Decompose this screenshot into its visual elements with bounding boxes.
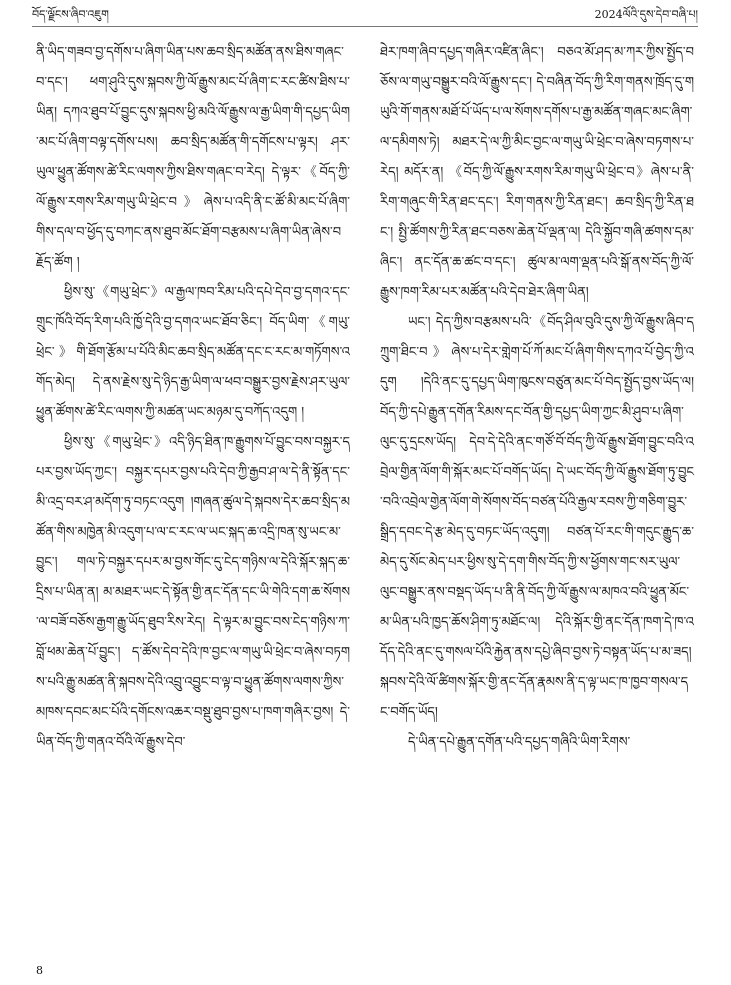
page-number: 8 bbox=[36, 964, 43, 977]
left-column bbox=[36, 38, 350, 758]
journal-title: བོད་ལྗོངས་ཞིབ་འཇུག bbox=[32, 8, 109, 21]
right-column bbox=[380, 38, 694, 758]
paragraph: ཕྱིས་སུ་《གཡུ་ཕྲེང་》ལ་རྒྱལ་ཁབ་རིམ་པའི་དཔེ་དེབ་བྱ་དགའ་དང་གྲུང་ཁོའི་བོད་རིག་པའི་ཁྱོ་དེའི་བྱ་དགའ་ཡང་ཐོབ་ཅིང་། བོད་ཡིག་《གཡུ་ཕྲེང་》གི་ཐོག་རྩོམ་པ་པོའི་མིང་ཆབ་སྲིད་མཚོན་དང་ང་རང་མ་གཏོགས་འགོད་མེད། དེ་ནས་རྗེས་སུ་དེ་ཉིད་རྒྱ་ཡིག་ལ་ཕབ་བསྒྱུར་བྱས་རྗེས་ཤར་ཡུལ་ཕྱུན་ཚོགས་ཚེ་རིང་ལགས་ཀྱི་མཚན་ཡང་མཉམ་དུ་བཀོད་འདུག ། bbox=[36, 285, 350, 420]
paragraph: ཡང་། དེད་ཀྱིས་བརྩམས་པའི་《བོད་ཤིལ་བུའི་དུས་ཀྱི་ལོ་རྒྱུས་ཞིབ་དཀྲུག་ཐིང་བ》ཞེས་པ་དེར་གླེག་པོ་ཀོ་མང་པོ་ཞིག་གིས་དཀའ་པོ་བྱེད་ཀྱི་འདུག །དེའི་ནང་དུ་དཔྱད་ཡིག་ཁུངས་བཙུན་མང་པོ་བེད་སྤྱོད་བྱས་ཡོད་ལ། བོད་ཀྱི་དཔེ་རྒྱུན་དགོན་རིམས་དང་བོན་གྱི་དཔྱད་ཡིག་ཀྱང་མི་ཤུབ་པ་ཞིག་ལུང་དུ་དྲངས་ཡོད། དེབ་དེ་དེའི་ནང་གཙོ་བོ་བོད་ཀྱི་ལོ་རྒྱུས་ཐོག་བྱུང་བའི་འབྲེལ་གྱིན་ལོག་གི་སྐོར་མང་པོ་བགོད་ཡོད། དེ་ཡང་བོད་ཀྱི་ལོ་རྒྱུས་ཐོག་ཏུ་བྱུང་བའི་འབྲེལ་གྱེན་ལོག་གེ་སོགས་བོད་བཙན་པོའི་རྒྱལ་རབས་ཀྱི་གཅིག་བྱུར་སྒྲིད་དབང་དེ་རྩ་མེད་དུ་བཏང་ཡོད་འདུག། བཙན་པོ་རང་གི་གདུང་རྒྱུད་ཆ་མེད་དུ་སོང་མེད་པར་ཕྱིས་སུ་དེ་དག་གིས་བོད་ཀྱི་ས་ཕྱོགས་གང་སར་ཡུལ་ལུང་བསྒྱུར་ནས་བསྡད་ཡོད་པ་ནི་ནི་བོད་ཀྱི་ལོ་རྒྱུས་ལ་མཁའ་བའི་ཕྱུན་མོང་མ་ཡིན་པའི་ཁྱད་ཆོས་ཤིག་ཏུ་མཐོང་ལ། དེའི་སྐོར་གྱི་ནང་དོན་ཁག་དེ་ཁ་འདོད་དེའི་ནང་དུ་གསལ་པོའི་རྐྱེན་ནས་དཔྱེ་ཞིབ་བྱས་ཏེ་བསྟན་ཡོད་པ་མ་ཟད། སྐབས་དེའི་ལོ་ཚིགས་སྐོར་གྱི་ནང་དོན་རྣམས་ནི་ད་ལྟ་ཡང་ཁ་ཁྱབ་གསལ་དང་བགོད་ཡོད། bbox=[380, 315, 694, 720]
issue-label: 2024ལོའི་དུས་དེབ་བཞི་པ། bbox=[594, 8, 698, 21]
running-header bbox=[32, 6, 698, 24]
header-rule bbox=[32, 26, 698, 27]
paragraph: དེ་ཡིན་དཔེ་རྒྱུན་དགོན་པའི་དཔྱད་གཞིའི་ཡིག་རིགས་ bbox=[408, 735, 631, 750]
paragraph: ནི་ཡིད་གཟབ་བྱ་དགོས་པ་ཞིག་ཡིན་པས་ཆབ་སྲིད་མཚོན་ནས་ཐིས་གཞང་བ་དང་། ཕག་ཤུའི་དུས་སྐབས་ཀྱི་ལོ་རྒྱུས་མང་པོ་ཞིག་ང་རང་ཚིས་ཐིས་པ་ཡིན། དཀའ་ཐུབ་པོ་བྱུང་དུས་སྐབས་ཕྱི་མའི་ལོ་རྒྱུས་ལ་རྒྱ་ཡིག་གི་དཔྱད་ཡིག་མང་པོ་ཞིག་བལྟ་དགོས་པས། ཆབ་སྲིད་མཚོན་གི་དགོངས་པ་ལྟར། ཤར་ཡུལ་ཕྱུན་ཚོགས་ཚེ་རིང་ལགས་ཀྱིས་ཐིས་གཞང་བ་རེད། དེ་ལྟར་《བོད་ཀྱི་ལོ་རྒྱུས་རགས་རིམ་གཡུ་ཡི་ཕྲེང་བ》ཞེས་པ་འདི་ནི་ང་ཚོ་མི་མང་པོ་ཞིག་གིས་དལ་བ་ཕྱོད་དུ་བཀང་ནས་ཐུབ་མོང་ཐོག་བརྩམས་པ་ཞིག་ཡིན་ཞེས་བརྗོད་ཚོག ། bbox=[36, 45, 350, 270]
paragraph: ཐེར་ཁག་ཞིབ་དཔྱད་གཞིར་འཛིན་ཞིང་། བཅའ་མོ་ཤད་མ་ཀར་ཀྱིས་སྤྱོད་བཅོས་ལ་གཡུ་བསྒྱུར་བའི་ལོ་རྒྱུས་དང་། དེ་བཞིན་བོད་ཀྱི་རིག་གནས་ཁྲོད་དུ་གཡུའི་གོ་གནས་མཐོ་པོ་ཡོད་པ་ལ་སོགས་དགོས་པ་རྒྱ་མཚོན་གཞང་མང་ཞིག་ལ་དམིགས་ཏེ། མཐར་དེ་ལ་ཀྱི་མིང་བྱང་ལ་གཡུ་ཡི་ཕྲེང་བ་ཞེས་བཏགས་པ་རེད། མདོར་ན། 《བོད་ཀྱི་ལོ་རྒྱུས་རགས་རིམ་གཡུ་ཡི་ཕྲེང་བ》ཞེས་པ་ནི་རིག་གཞུང་གི་རིན་ཐང་དང་། རིག་གནས་ཀྱི་རིན་ཐང་། ཆབ་སྲིད་ཀྱི་རིན་ཐང་། སྤྱི་ཚོགས་ཀྱི་རིན་ཐང་བཅས་ཆེན་པོ་ལྡན་ལ། དེའི་སྐྱོབ་གཞི་ཚགས་དམ་ཞིང་། ནང་དོན་ཆ་ཚང་བ་དང་། ཚུལ་མ་ལག་ལྡན་པའི་སྒོ་ནས་བོད་ཀྱི་ལོ་རྒྱུས་ཁག་རིམ་པར་མཚོན་པའི་དེབ་ཐེར་ཞིག་ཡིན། bbox=[380, 45, 694, 300]
paragraph: ཕྱིས་སུ་《གཡུ་ཕྲེང་》འདི་ཉིད་ཐིན་ཁ་རྒྱུགས་པོ་བྱུང་བས་བསྐྱར་དཔར་བྱས་ཡོད་ཀྱང་། བསྐྱར་དཔར་བྱས་པའི་དེབ་ཀྱི་རྒྱབ་ཤ་ལ་དེ་ནི་སྟོན་དང་མི་འདྲ་བར་ཤ་མདོག་ཏུ་བཏང་འདུག །གཞན་ཚུལ་དེ་སྐབས་དེར་ཆབ་སྲིད་མཚོན་གིས་མཁྱེན་མི་འདུག་པ་ལ་ང་རང་ལ་ཡང་སྐད་ཆ་འདྲི་ཁན་སུ་ཡང་མ་བྱུང་། གལ་ཏེ་བསྐྱར་དཔར་མ་བྱས་གོང་དུ་ངེད་གཉིས་ལ་དེའི་སྐོར་སྐད་ཆ་དྲིས་པ་ཡིན་ན། མ་མཐར་ཡང་དེ་སྟོན་གྱི་ནང་དོན་དང་ཡི་གེའི་དག་ཆ་སོགས་ལ་བཟོ་བཅོས་རྒྱག་རྒྱུ་ཡོད་ཐུབ་རིས་རེད། དེ་ལྟར་མ་བྱུང་བས་ངེད་གཉིས་ཀ་བློ་ཕམ་ཆེན་པོ་བྱུང་། ད་ཚོས་དེབ་དེའི་ཁ་བྱང་ལ་གཡུ་ཡི་ཕྲེང་བ་ཞེས་བཏགས་པའི་རྒྱུ་མཚན་ནི་སྐབས་དེའི་འབྲུ་འབྱུང་བ་ལྟ་བ་ཕྱུན་ཚོགས་ལགས་ཀྱིས་མཁས་དབང་མང་པོའི་དགོངས་འཆར་བསྡུ་ཐུབ་བྱས་པ་ཁག་གཞིར་བྱས། དེ་ཡིན་བོད་ཀྱི་གནའ་བོའི་ལོ་རྒྱུས་དེབ་ bbox=[36, 435, 350, 750]
